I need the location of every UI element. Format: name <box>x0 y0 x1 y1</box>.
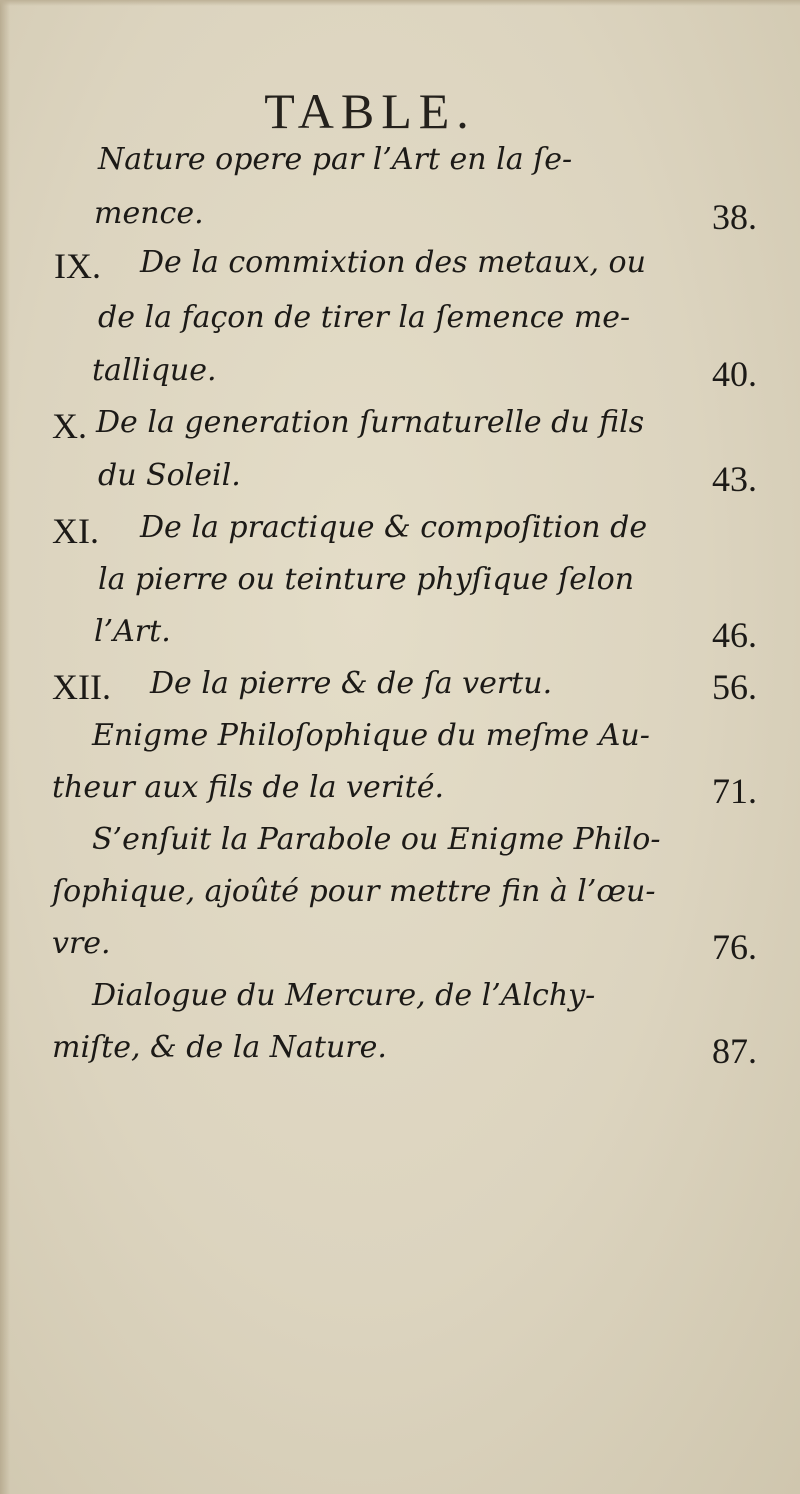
page-number: 38. <box>712 197 757 237</box>
chapter-number: XI. <box>52 511 99 551</box>
page-number: 76. <box>712 927 757 967</box>
page-number: 71. <box>712 771 757 811</box>
page-title: TABLE. <box>264 83 476 139</box>
toc-entry-line <box>0 822 800 872</box>
toc-entry-line <box>0 300 800 350</box>
entry-text: De la commixtion des metaux, ou <box>140 245 646 280</box>
entry-text: De la practique & compoſition de <box>140 510 648 545</box>
toc-entry-line <box>0 666 800 716</box>
entry-text: l’Art. <box>94 614 171 649</box>
toc-entry-line <box>0 926 800 976</box>
page-number: 56. <box>712 667 757 707</box>
chapter-number: X. <box>52 406 87 446</box>
entry-text: Dialogue du Mercure, de l’Alchy- <box>92 978 596 1013</box>
toc-entry-line <box>0 718 800 768</box>
page-number: 43. <box>712 459 757 499</box>
chapter-number: XII. <box>52 667 111 707</box>
chapter-number: IX. <box>54 246 101 286</box>
toc-entry-line <box>0 614 800 664</box>
entry-text: Enigme Philoſophique du meſme Au- <box>92 718 650 753</box>
toc-entry-line <box>0 353 800 403</box>
entry-text: vre. <box>52 926 111 961</box>
entry-text: Nature opere par l’Art en la ſe- <box>98 142 573 177</box>
toc-entry-line <box>0 142 800 192</box>
toc-entry-line <box>0 562 800 612</box>
toc-entry-line <box>0 1030 800 1080</box>
entry-text: tallique. <box>92 353 217 388</box>
page-top-shadow <box>0 0 800 6</box>
entry-text: mence. <box>94 196 204 231</box>
page-number: 87. <box>712 1031 757 1071</box>
toc-entry-line <box>0 510 800 560</box>
toc-entry-line <box>0 978 800 1028</box>
entry-text: ſophique, ajoûté pour mettre fin à l’œu- <box>52 874 656 909</box>
toc-entry-line <box>0 405 800 455</box>
entry-text: theur aux fils de la verité. <box>52 770 445 805</box>
entry-text: de la façon de tirer la ſemence me- <box>98 300 631 335</box>
toc-entry-line <box>0 196 800 246</box>
entry-text: la pierre ou teinture phyſique ſelon <box>98 562 635 597</box>
toc-entry-line <box>0 770 800 820</box>
show-through-text <box>30 1060 770 1400</box>
entry-text: De la pierre & de ſa vertu. <box>150 666 553 701</box>
toc-entry-line <box>0 245 800 295</box>
page-number: 46. <box>712 615 757 655</box>
entry-text: S’enſuit la Parabole ou Enigme Philo- <box>92 822 661 857</box>
toc-entry-line <box>0 874 800 924</box>
toc-entry-line <box>0 458 800 508</box>
entry-text: miſte, & de la Nature. <box>52 1030 387 1065</box>
page-number: 40. <box>712 354 757 394</box>
entry-text: De la generation ſurnaturelle du fils <box>96 405 645 440</box>
entry-text: du Soleil. <box>98 458 241 493</box>
